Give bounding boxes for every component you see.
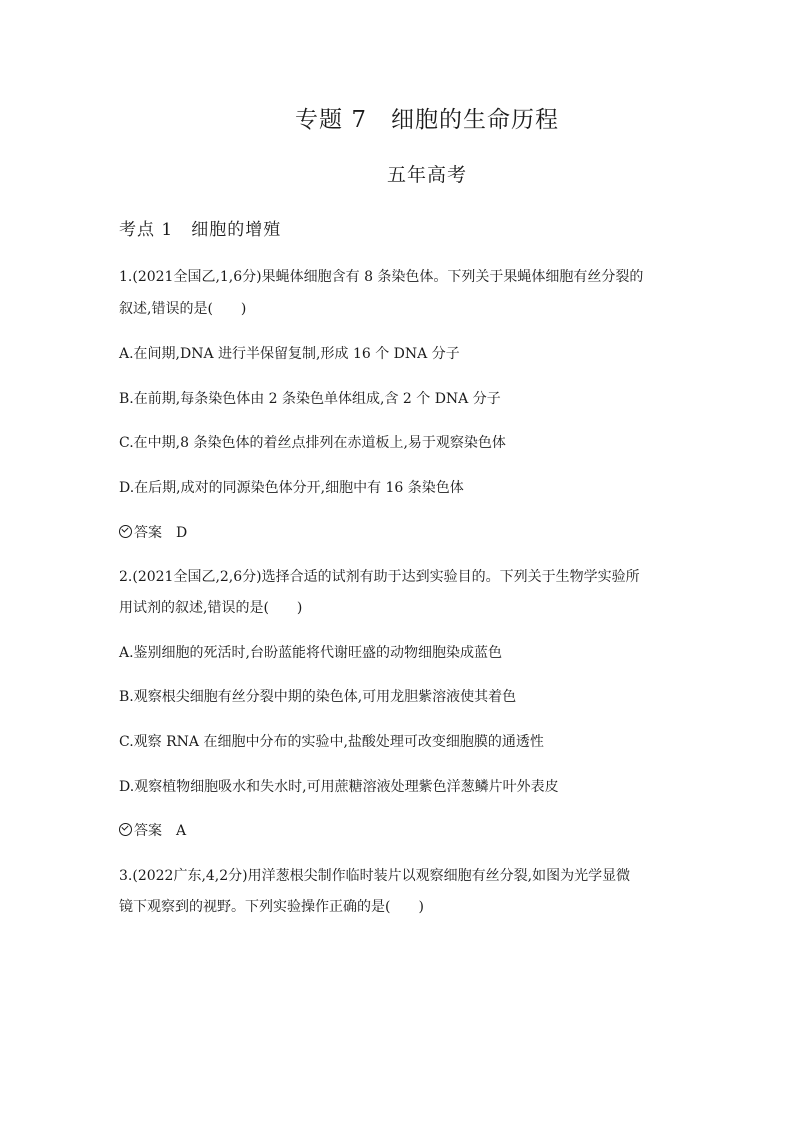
answer-label: 答案 xyxy=(134,823,162,839)
question-1-stem-line-1: 1.(2021全国乙,1,6分)果蝇体细胞含有 8 条染色体。下列关于果蝇体细胞有丝分裂的 xyxy=(119,269,644,285)
question-2-option-c: C.观察 RNA 在细胞中分布的实验中,盐酸处理可改变细胞膜的通透性 xyxy=(119,734,544,750)
page-subtitle: 五年高考 xyxy=(386,164,467,186)
answer-value: A xyxy=(176,823,187,839)
question-2-option-b: B.观察根尖细胞有丝分裂中期的染色体,可用龙胆紫溶液使其着色 xyxy=(119,689,517,705)
question-1-option-a: A.在间期,DNA 进行半保留复制,形成 16 个 DNA 分子 xyxy=(119,346,460,362)
question-1-answer xyxy=(119,522,187,542)
check-circle-icon xyxy=(119,823,132,836)
question-2-option-a: A.鉴别细胞的死活时,台盼蓝能将代谢旺盛的动物细胞染成蓝色 xyxy=(119,645,503,661)
question-1-option-b: B.在前期,每条染色体由 2 条染色单体组成,含 2 个 DNA 分子 xyxy=(119,391,501,407)
question-2-option-d: D.观察植物细胞吸水和失水时,可用蔗糖溶液处理紫色洋葱鳞片叶外表皮 xyxy=(119,779,559,795)
question-3-stem-line-1: 3.(2022广东,4,2分)用洋葱根尖制作临时装片以观察细胞有丝分裂,如图为光学显微 xyxy=(119,868,631,884)
page-title: 专题 7 细胞的生命历程 xyxy=(295,107,559,133)
section-heading: 考点 1 细胞的增殖 xyxy=(119,220,282,240)
check-circle-icon xyxy=(119,525,132,538)
question-1-option-c: C.在中期,8 条染色体的着丝点排列在赤道板上,易于观察染色体 xyxy=(119,435,506,451)
question-3-stem-line-2: 镜下观察到的视野。下列实验操作正确的是( ) xyxy=(119,899,424,915)
answer-label: 答案 xyxy=(134,525,162,541)
answer-value: D xyxy=(176,525,188,541)
question-2-answer xyxy=(119,820,186,840)
question-2-stem-line-1: 2.(2021全国乙,2,6分)选择合适的试剂有助于达到实验目的。下列关于生物学实验所 xyxy=(119,569,640,585)
question-2-stem-line-2: 用试剂的叙述,错误的是( ) xyxy=(119,600,303,616)
question-1-stem-line-2: 叙述,错误的是( ) xyxy=(119,301,247,317)
question-1-option-d: D.在后期,成对的同源染色体分开,细胞中有 16 条染色体 xyxy=(119,480,464,496)
